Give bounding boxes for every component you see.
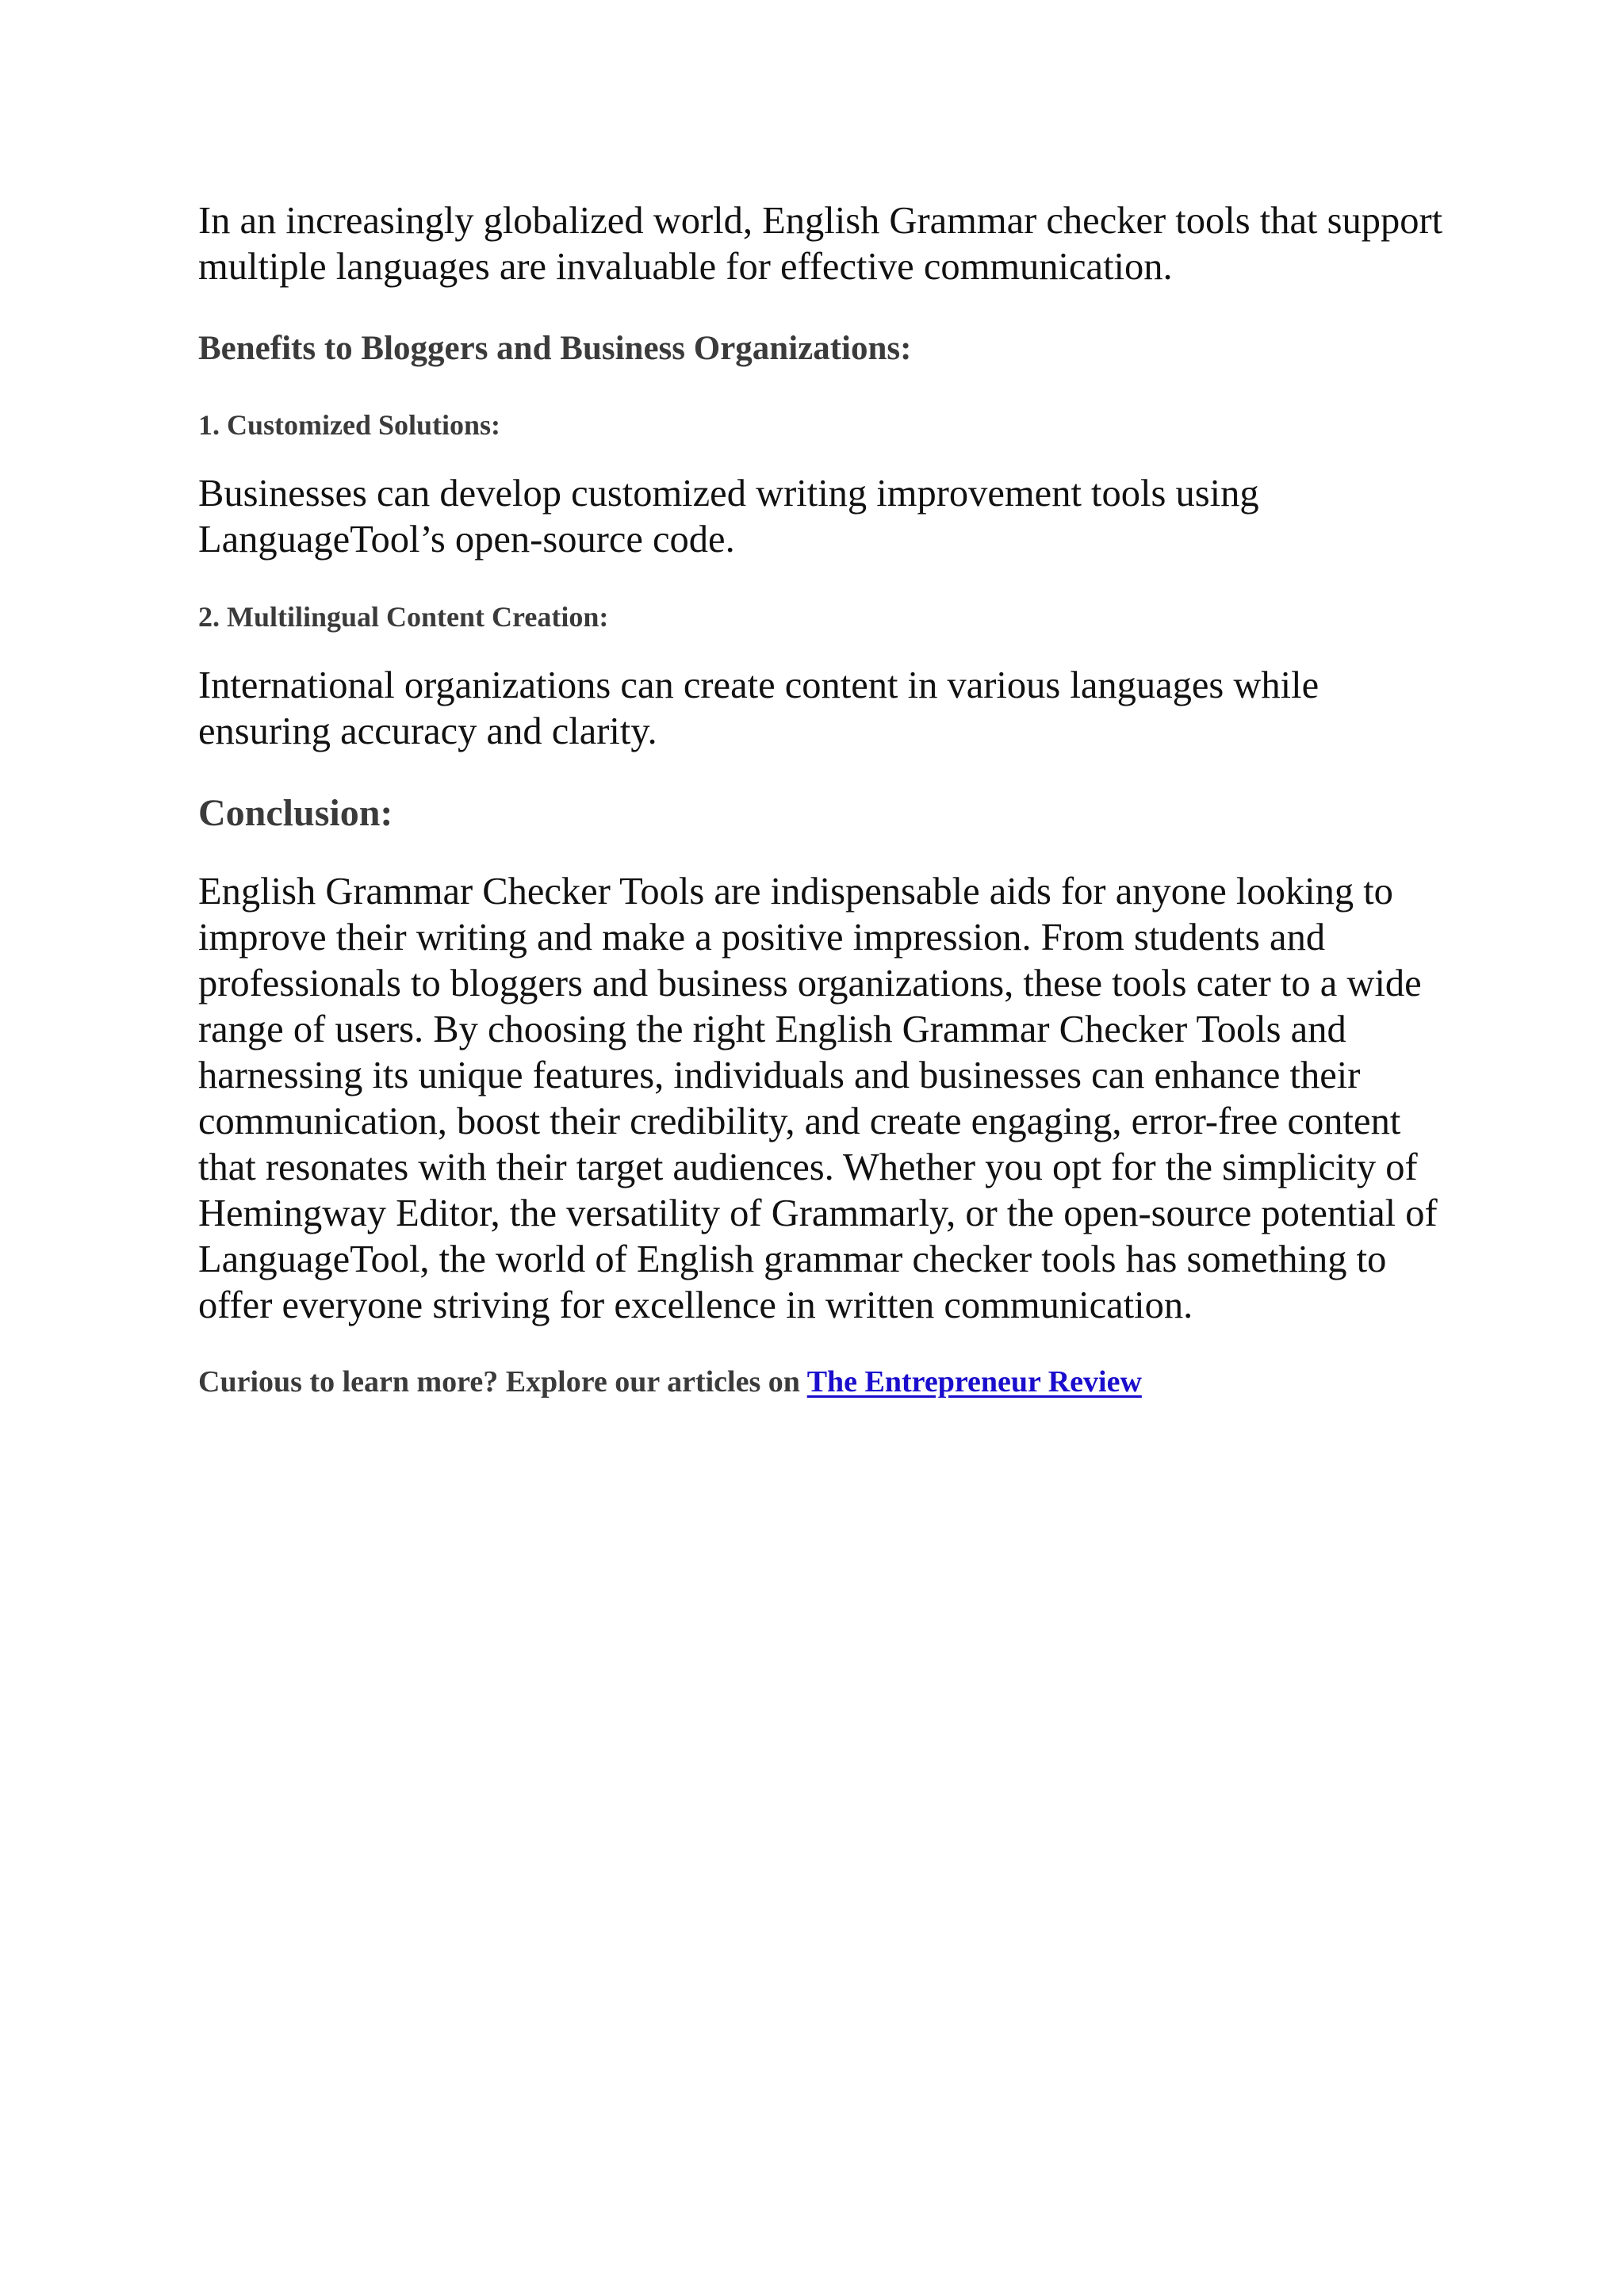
benefits-heading: Benefits to Bloggers and Business Organizations: <box>198 330 912 367</box>
document-content <box>198 198 1443 1400</box>
entrepreneur-review-link[interactable]: The Entrepreneur Review <box>806 1365 1142 1399</box>
intro-paragraph: In an increasingly globalized world, English Grammar checker tools that support multiple languages are invaluable for effective communication. <box>198 200 1443 288</box>
customized-solutions-heading: 1. Customized Solutions: <box>198 409 501 441</box>
multilingual-content-heading: 2. Multilingual Content Creation: <box>198 601 609 633</box>
conclusion-heading: Conclusion: <box>198 792 393 834</box>
footer-cta <box>198 1364 1443 1400</box>
footer-cta-text: Curious to learn more? Explore our articles on <box>198 1365 807 1399</box>
customized-solutions-paragraph: Businesses can develop customized writing improvement tools using LanguageTool’s open-source code. <box>198 473 1259 561</box>
conclusion-paragraph: English Grammar Checker Tools are indispensable aids for anyone looking to improve their writing and make a positive impression. From students and professionals to bloggers and business organizations, these tools cater to a wide range of users. By choosing the right English Grammar Checker Tools and harnessing its unique features, individuals and businesses can enhance their communication, boost their credibility, and create engaging, error-free content that resonates with their target audiences. Whether you opt for the simplicity of Hemingway Editor, the versatility of Grammarly, or the open-source potential of LanguageTool, the world of English grammar checker tools has something to offer everyone striving for excellence in written communication. <box>198 871 1438 1326</box>
multilingual-content-paragraph: International organizations can create content in various languages while ensuring accuracy and clarity. <box>198 664 1320 752</box>
